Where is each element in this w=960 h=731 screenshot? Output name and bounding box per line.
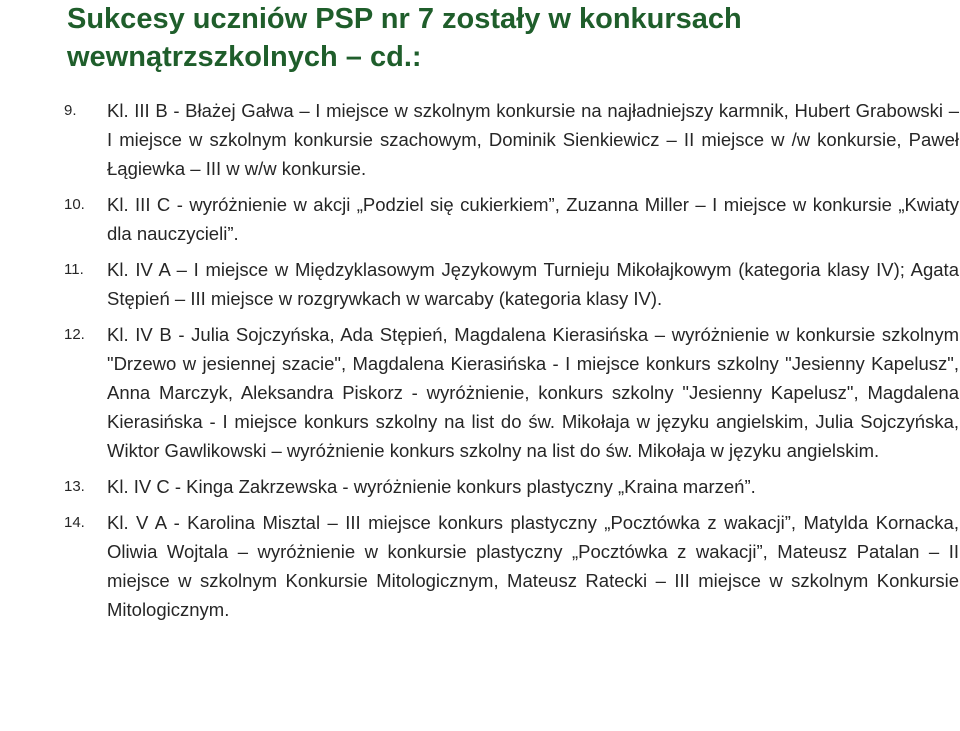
list-item	[64, 320, 959, 465]
item-text: Kl. IV C - Kinga Zakrzewska - wyróżnienie konkurs plastyczny „Kraina marzeń”.	[107, 476, 756, 497]
item-text: Kl. IV A – I miejsce w Międzyklasowym Językowym Turnieju Mikołajkowym (kategoria klasy IV); Agata Stępień – III miejsce w rozgrywkach w warcaby (kategoria klasy IV).	[107, 259, 959, 309]
item-number: 11.	[64, 261, 84, 278]
page-title: Sukcesy uczniów PSP nr 7 zostały w konkursach wewnątrzszkolnych – cd.:	[67, 3, 742, 73]
item-number: 14.	[64, 514, 85, 531]
item-number: 13.	[64, 478, 85, 495]
item-text: Kl. IV B - Julia Sojczyńska, Ada Stępień, Magdalena Kierasińska – wyróżnienie w konkursie szkolnym "Drzewo w jesiennej szacie", Magdalena Kierasińska - I miejsce konkurs szkolny "Jesienny Kapelusz", Anna Marczyk, Aleksandra Piskorz - wyróżnienie, konkurs szkolny "Jesienny Kapelusz", Magdalena Kierasińska - I miejsce konkurs szkolny na list do św. Mikołaja w języku angielskim, Julia Sojczyńska, Wiktor Gawlikowski – wyróżnienie konkurs szkolny na list do św. Mikołaja w języku angielskim.	[107, 324, 959, 461]
item-text: Kl. V A - Karolina Misztal – III miejsce konkurs plastyczny „Pocztówka z wakacji”, Matylda Kornacka, Oliwia Wojtala – wyróżnienie w konkursie plastyczny „Pocztówka z wakacji”, Mateusz Patalan – II miejsce w szkolnym Konkursie Mitologicznym, Mateusz Ratecki – III miejsce w szkolnym Konkursie Mitologicznym.	[107, 512, 959, 620]
item-number: 10.	[64, 196, 85, 213]
item-text: Kl. III B - Błażej Gałwa – I miejsce w szkolnym konkursie na najładniejszy karmnik, Hubert Grabowski – I miejsce w szkolnym konkursie szachowym, Dominik Sienkiewicz – II miejsce w /w konkursie, Paweł Łągiewka – III w w/w konkursie.	[107, 100, 959, 179]
results-list	[64, 96, 959, 631]
list-item	[64, 508, 959, 624]
item-number: 12.	[64, 326, 85, 343]
list-item	[64, 96, 959, 183]
item-text: Kl. III C - wyróżnienie w akcji „Podziel się cukierkiem”, Zuzanna Miller – I miejsce w konkursie „Kwiaty dla nauczycieli”.	[107, 194, 959, 244]
list-item	[64, 472, 959, 501]
list-item	[64, 255, 959, 313]
list-item	[64, 190, 959, 248]
item-number: 9.	[64, 102, 77, 119]
